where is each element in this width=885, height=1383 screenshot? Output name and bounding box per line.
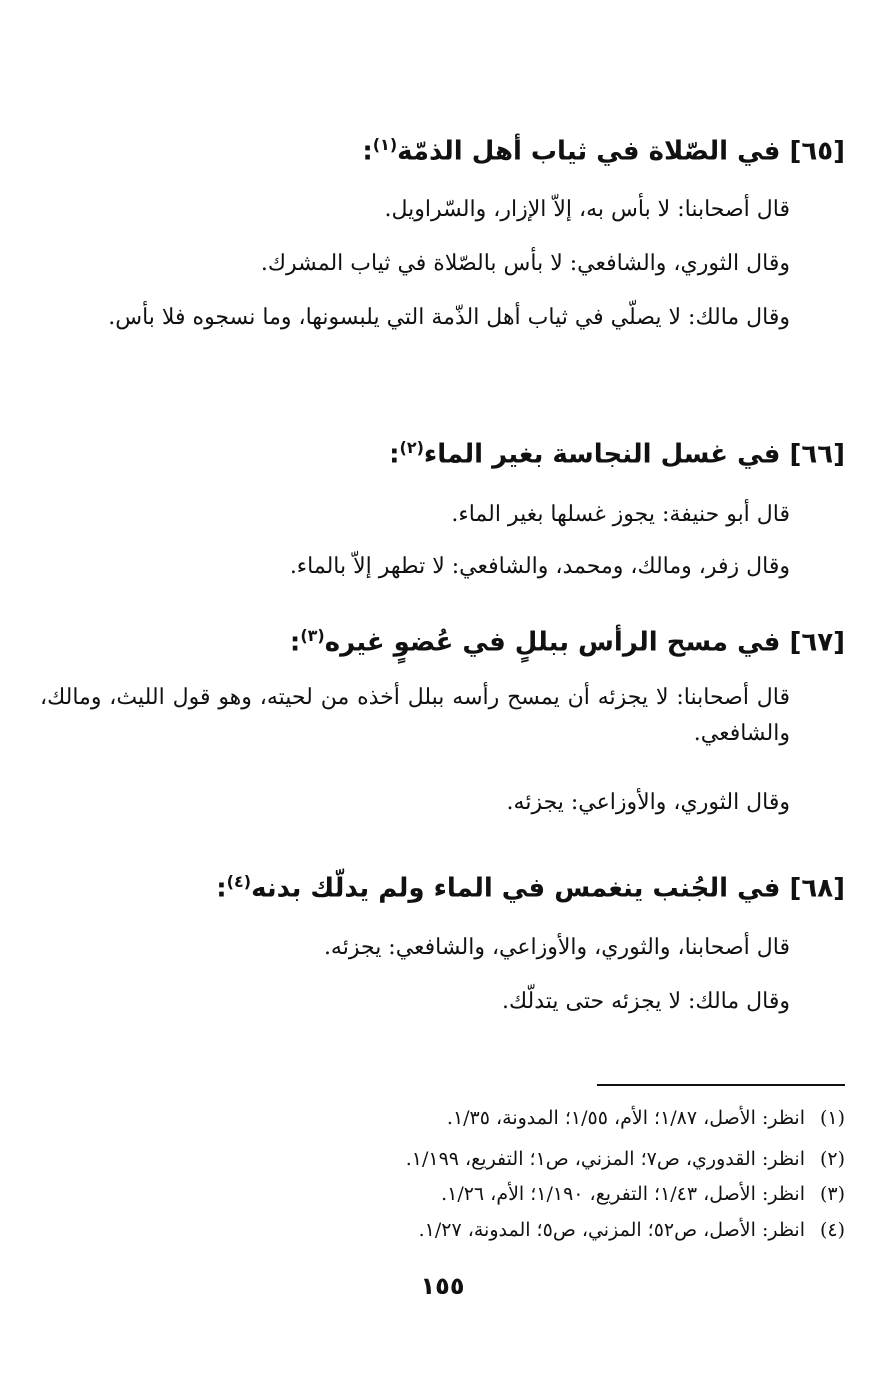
paragraph: وقال زفر، ومالك، ومحمد، والشافعي: لا تطهر إلاّ بالماء. (289, 554, 790, 579)
section-heading-68: [٦٨] في الجُنب ينغمس في الماء ولم يدلّك بدنه$^{(٤)}$: (216, 872, 845, 904)
section-number: [٦٥] (789, 136, 845, 167)
footnote (60, 1103, 845, 1133)
paragraph: وقال الثوري، والشافعي: لا بأس بالصّلاة في ثياب المشرك. (260, 251, 790, 276)
paragraph: وقال مالك: لا يصلّي في ثياب أهل الذّمة التي يلبسونها، وما نسجوه فلا بأس. (108, 305, 790, 330)
footnote (60, 1179, 845, 1209)
footnote-text: انظر: الأصل، ص٥٢؛ المزني، ص٥؛ المدونة، ١/٢٧. (418, 1219, 805, 1241)
page-number: ١٥٥ (420, 1272, 465, 1300)
paragraph: قال أصحابنا: لا بأس به، إلاّ الإزار، والسّراويل. (384, 197, 790, 222)
paragraph: قال أبو حنيفة: يجوز غسلها بغير الماء. (451, 502, 790, 527)
section-number: [٦٦] (789, 439, 845, 470)
footnote-number: (٤) (819, 1219, 845, 1241)
footnote-text: انظر: القدوري، ص٧؛ المزني، ص١؛ التفريع، ١/١٩٩. (405, 1148, 805, 1170)
footnote (60, 1144, 845, 1174)
footnote-number: (١) (819, 1107, 845, 1129)
paragraph: وقال الثوري، والأوزاعي: يجزئه. (506, 790, 790, 815)
paragraph: وقال مالك: لا يجزئه حتى يتدلّك. (502, 989, 790, 1014)
paragraph: قال أصحابنا: لا يجزئه أن يمسح رأسه ببلل أخذه من لحيته، وهو قول الليث، ومالك، والشافعي. (40, 685, 790, 746)
footnote-text: انظر: الأصل، ١/٤٣؛ التفريع، ١/١٩٠؛ الأم، ١/٢٦. (441, 1183, 805, 1205)
section-number: [٦٧] (789, 627, 845, 658)
section-number: [٦٨] (789, 873, 845, 904)
footnote-ref: (٣) (300, 626, 325, 645)
section-title: في مسح الرأس ببللٍ في عُضوٍ غيره (324, 627, 781, 658)
footnote-number: (٣) (819, 1183, 845, 1205)
footnote-number: (٢) (819, 1148, 845, 1170)
footnote-text: انظر: الأصل، ١/٨٧؛ الأم، ١/٥٥؛ المدونة، ١/٣٥. (446, 1107, 805, 1129)
section-heading-65: [٦٥] في الصّلاة في ثياب أهل الذمّة$^{(١)}$: (362, 135, 845, 167)
section-title: في غسل النجاسة بغير الماء (423, 439, 781, 470)
section-heading-67: [٦٧] في مسح الرأس ببللٍ في عُضوٍ غيره$^{(٣)}$: (289, 626, 845, 658)
paragraph: قال أصحابنا، والثوري، والأوزاعي، والشافعي: يجزئه. (323, 935, 790, 960)
section-title: في الصّلاة في ثياب أهل الذمّة (397, 136, 781, 167)
footnote-ref: (٢) (399, 438, 424, 457)
footnote-ref: (١) (372, 135, 398, 154)
section-title: في الجُنب ينغمس في الماء ولم يدلّك بدنه (251, 873, 781, 904)
footnote (60, 1215, 845, 1245)
footnote-ref: (٤) (226, 872, 252, 891)
footnote-divider (597, 1084, 845, 1086)
section-heading-66: [٦٦] في غسل النجاسة بغير الماء$^{(٢)}$: (389, 438, 845, 470)
